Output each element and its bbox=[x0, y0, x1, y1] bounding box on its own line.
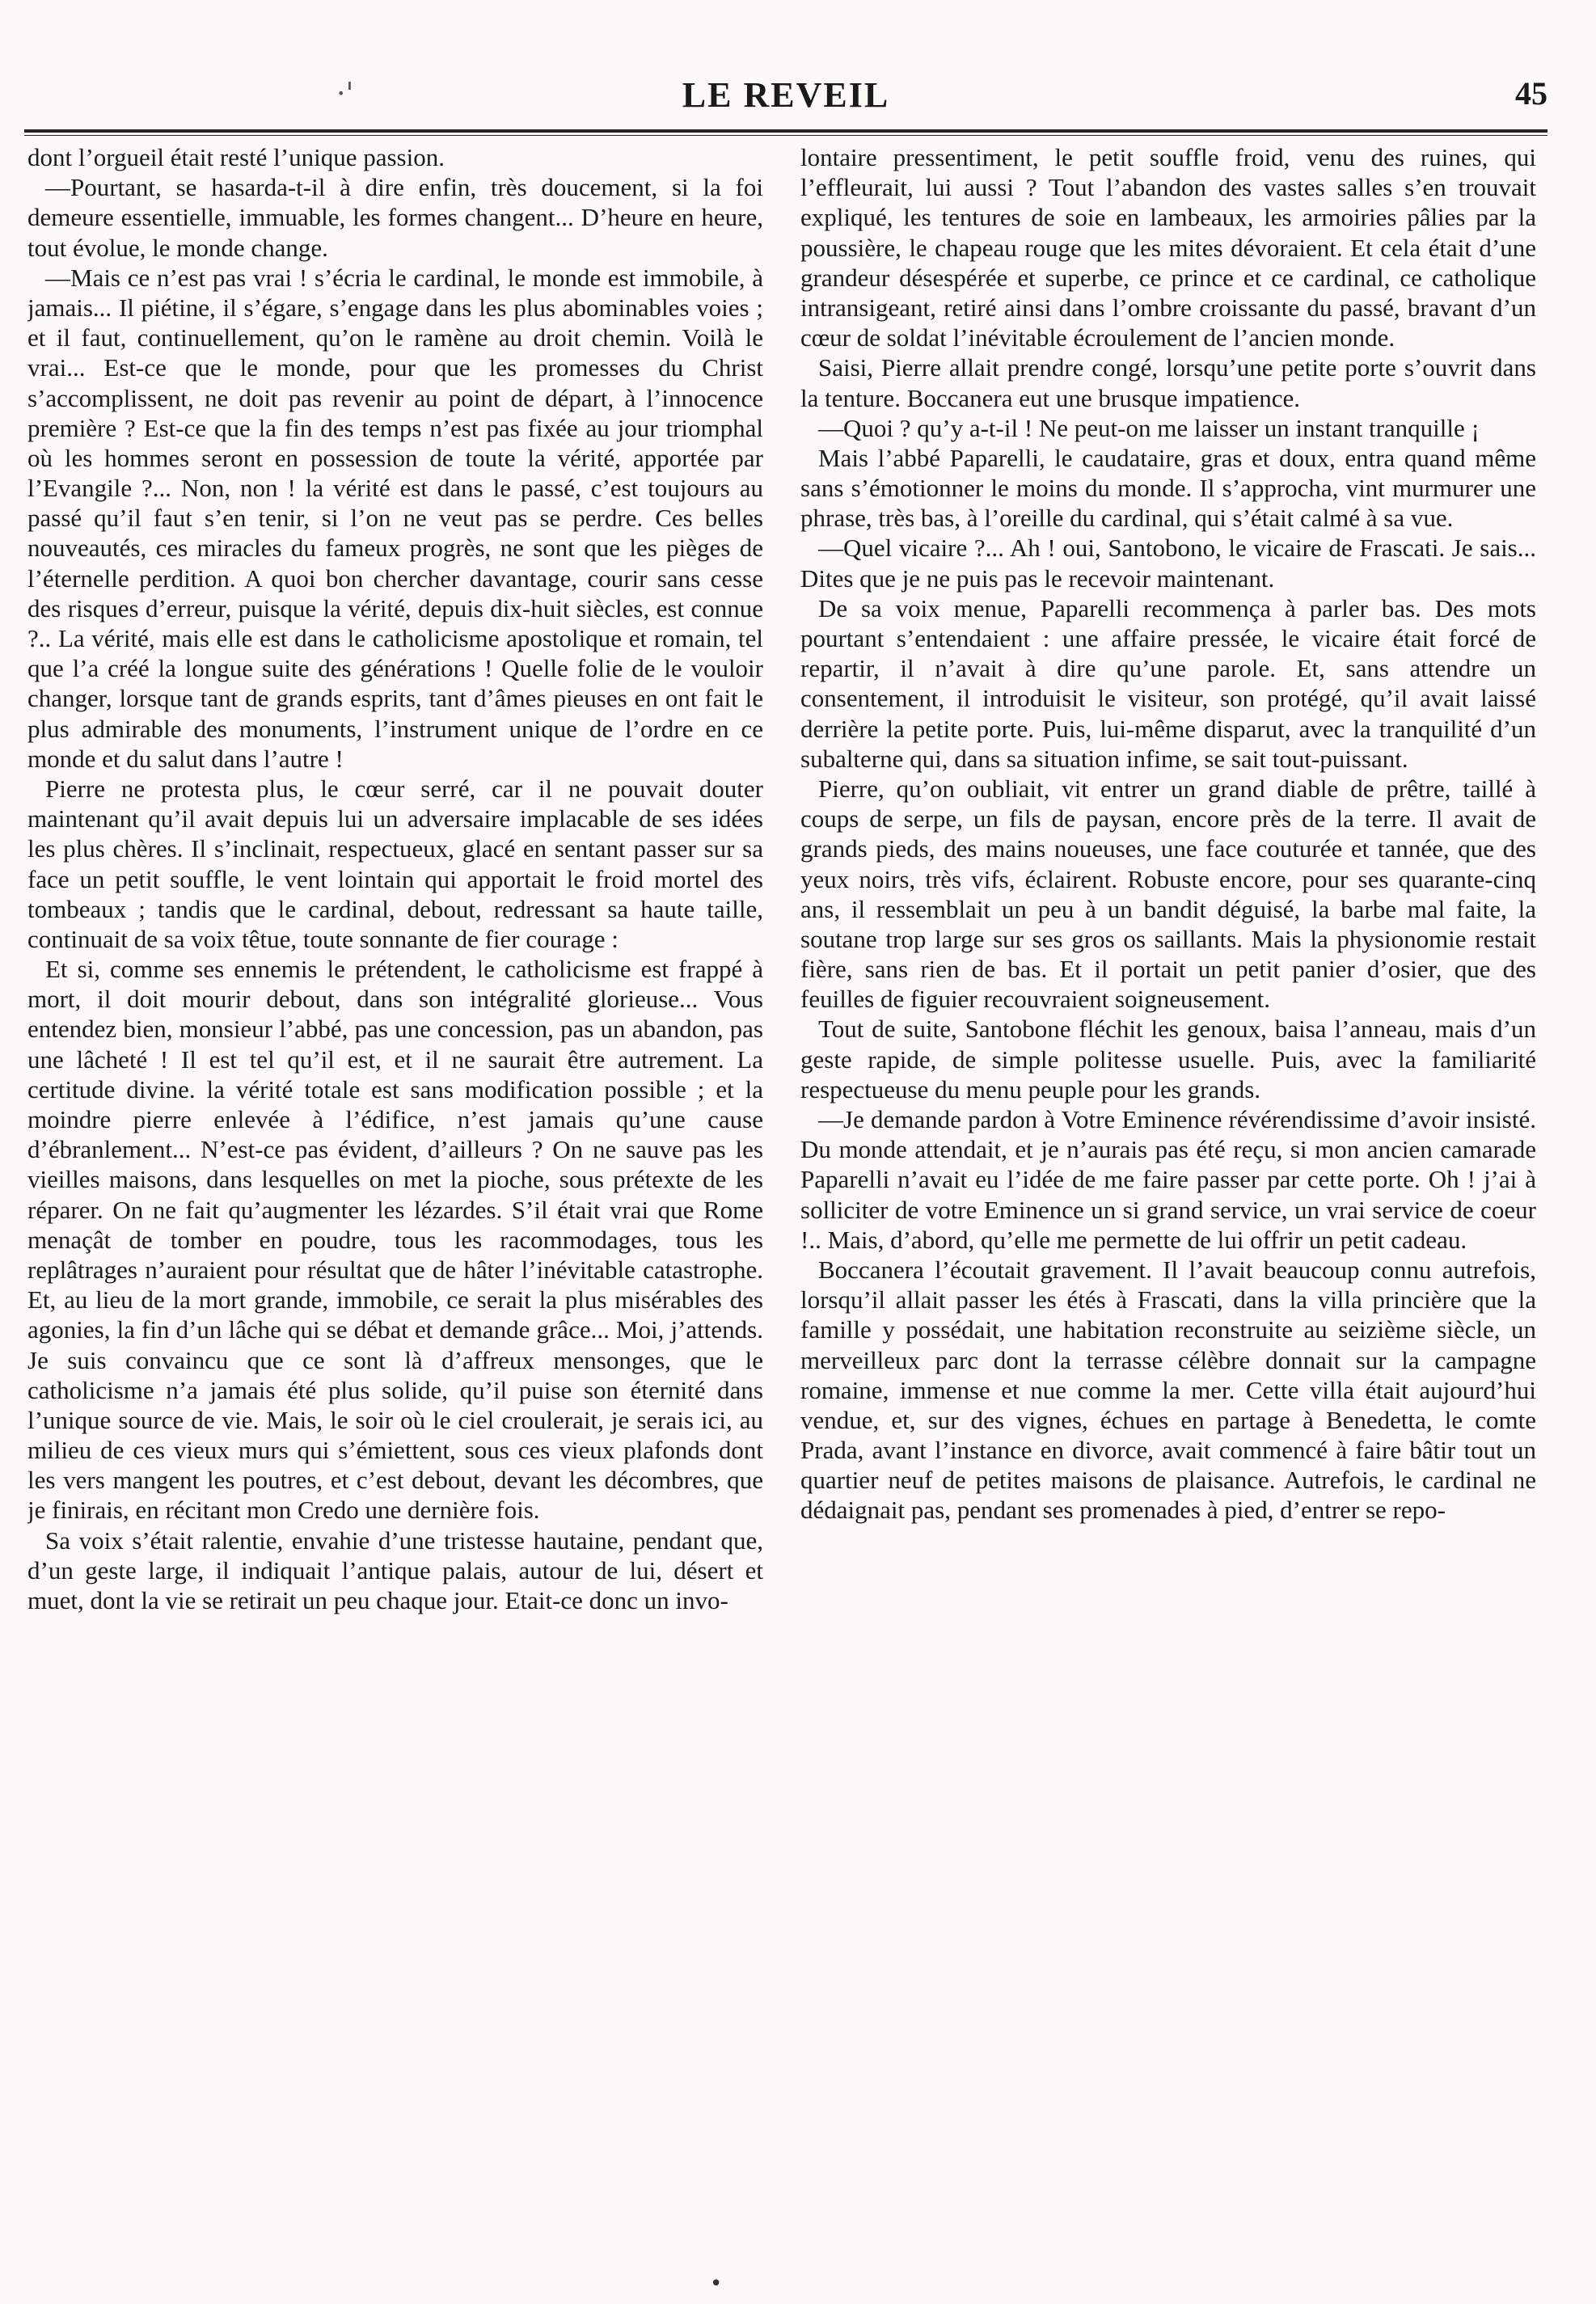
right-column bbox=[800, 142, 1536, 2268]
paragraph: Et si, comme ses ennemis le prétendent, le catholicisme est frappé à mort, il doit mourir debout, dans son intégralité glorieuse... Vous entendez bien, monsieur l’abbé, pas une concession, pas un abandon, pas une lâcheté ! Il est tel qu’il est, et il ne saurait être autrement. La certitude divine. la vérité totale est sans modification possible ; et la moindre pierre enlevée à l’édifice, n’est jamais qu’une cause d’ébranlement... N’est-ce pas évident, d’ailleurs ? On ne sauve pas les vieilles maisons, dans lesquelles on met la pioche, sous prétexte de les réparer. On ne fait qu’augmenter les lézardes. S’il était vrai que Rome menaçât de tomber en poudre, tous les racommodages, tous les replâtrages n’auraient pour résultat que de hâter l’inévitable catastrophe. Et, au lieu de la mort grande, immobile, ce serait la plus misérables des agonies, la fin d’un lâche qui se débat et demande grâce... Moi, j’attends. Je suis convaincu que ce sont là d’affreux mensonges, que le catholicisme n’a jamais été plus solide, qu’il puise son éternité dans l’unique source de vie. Mais, le soir où le ciel croulerait, je serais ici, au milieu de ces vieux murs qui s’émiettent, sous ces vieux plafonds dont les vers mangent les poutres, et c’est debout, devant les décombres, que je finirais, en récitant mon Credo une dernière fois. bbox=[27, 955, 763, 1525]
paragraph: —Je demande pardon à Votre Eminence révérendissime d’avoir insisté. Du monde attendait, et je n’aurais pas été reçu, si mon ancien camarade Paparelli n’avait eu l’idée de me faire passer par cette porte. Oh ! j’ai à solliciter de votre Eminence un si grand service, un vrai service de coeur !.. Mais, d’abord, qu’elle me permette de lui offrir un petit cadeau. bbox=[800, 1105, 1536, 1254]
paragraph: Tout de suite, Santobone fléchit les genoux, baisa l’anneau, mais d’un geste rapide, de simple politesse usuelle. Puis, avec la familiarité respectueuse du menu peuple pour les grands. bbox=[800, 1015, 1536, 1103]
paragraph: —Quel vicaire ?... Ah ! oui, Santobono, le vicaire de Frascati. Je sais... Dites que je ne puis pas le recevoir maintenant. bbox=[800, 534, 1536, 593]
page-number: 45 bbox=[1515, 75, 1547, 112]
header-rule bbox=[24, 129, 1547, 136]
paragraph: dont l’orgueil était resté l’unique passion. bbox=[27, 143, 445, 171]
page-header bbox=[24, 74, 1547, 123]
running-title: LE REVEIL bbox=[682, 75, 890, 115]
paragraph: Boccanera l’écoutait gravement. Il l’avait beaucoup connu autrefois, lorsqu’il allait passer les étés à Frascati, dans la villa princière que la famille y possédait, une habitation reconstruite au seizième siècle, un merveilleux parc dont la terrasse célèbre donnait sur la campagne romaine, immense et nue comme la mer. Cette villa était aujourd’hui vendue, et, sur des vignes, échues en partage à Benedetta, le comte Prada, avant l’instance en divorce, avait commencé à faire bâtir tout un quartier neuf de petites maisons de plaisance. Autrefois, le cardinal ne dédaignait pas, pendant ses promenades à pied, d’entrer se repo- bbox=[800, 1255, 1536, 1525]
paragraph: Pierre ne protesta plus, le cœur serré, car il ne pouvait douter maintenant qu’il avait depuis lui un adversaire implacable de ses idées les plus chères. Il s’inclinait, respectueux, glacé en sentant passer sur sa face un petit souffle, le vent lointain qui apportait le froid mortel des tombeaux ; tandis que le cardinal, debout, redressant sa haute taille, continuait de sa voix têtue, toute sonnante de fier courage : bbox=[27, 774, 763, 953]
paragraph: Mais l’abbé Paparelli, le caudataire, gras et doux, entra quand même sans s’émotionner le moins du monde. Il s’approcha, vint murmurer une phrase, très bas, à l’oreille du cardinal, qui s’était calmé à sa vue. bbox=[800, 443, 1536, 533]
paragraph: De sa voix menue, Paparelli recommença à parler bas. Des mots pourtant s’entendaient : une affaire pressée, le vicaire était forcé de repartir, il n’avait à dire qu’une parole. Et, sans attendre un consentement, il introduisit le visiteur, son protégé, qu’il avait laissé derrière la petite porte. Puis, lui-même disparut, avec la tranquilité d’un subalterne qui, dans sa situation infime, se sait tout-puissant. bbox=[800, 593, 1536, 773]
paragraph: —Pourtant, se hasarda-t-il à dire enfin, très doucement, si la foi demeure essentielle, immuable, les formes changent... D’heure en heure, tout évolue, le monde change. bbox=[27, 173, 763, 262]
footer-mark: • bbox=[710, 2272, 723, 2296]
left-column bbox=[27, 142, 763, 2268]
paragraph: —Mais ce n’est pas vrai ! s’écria le cardinal, le monde est immobile, à jamais... Il piétine, il s’égare, s’engage dans les plus abominables voies ; et il faut, continuellement, qu’on le ramène au droit chemin. Voilà le vrai... Est-ce que le monde, pour que les promesses du Christ s’accomplissent, ne doit pas revenir au point de départ, à l’innocence première ? Est-ce que la fin des temps n’est pas fixée au jour triomphal où les hommes seront en possession de toute la vérité, apportée par l’Evangile ?... Non, non ! la vérité est dans le passé, c’est toujours au passé qu’il faut s’en tenir, si l’on ne veut pas se perdre. Ces belles nouveautés, ces miracles du fameux progrès, ne sont que les pièges de l’éternelle perdition. A quoi bon chercher davantage, courir sans cesse des risques d’erreur, puisque la vérité, depuis dix-huit siècles, est connue ?.. La vérité, mais elle est dans le catholicisme apostolique et romain, tel que l’a créé la longue suite des générations ! Quelle folie de le vouloir changer, lorsque tant de grands esprits, tant d’âmes pieuses en ont fait le plus admirable des monuments, l’instrument unique de l’ordre en ce monde et du salut dans l’autre ! bbox=[27, 263, 763, 773]
paragraph: Sa voix s’était ralentie, envahie d’une tristesse hautaine, pendant que, d’un geste large, il indiquait l’antique palais, autour de lui, désert et muet, dont la vie se retirait un peu chaque jour. Etait-ce donc un invo- bbox=[27, 1525, 763, 1614]
paragraph: —Quoi ? qu’y a-t-il ! Ne peut-on me laisser un instant tranquille ¡ bbox=[818, 413, 1480, 442]
paragraph: lontaire pressentiment, le petit souffle froid, venu des ruines, qui l’effleurait, lui aussi ? Tout l’abandon des vastes salles s’en trouvait expliqué, les tentures de soie en lambeaux, les armoiries pâlies par la poussière, le chapeau rouge que les mites dévoraient. Et cela était d’une grandeur désespérée et superbe, ce prince et ce cardinal, ce catholique intransigeant, retiré ainsi dans l’ombre croissante du passé, bravant d’un cœur de soldat l’inévitable écroulement de l’ancien monde. bbox=[800, 143, 1536, 352]
paragraph: Saisi, Pierre allait prendre congé, lorsqu’une petite porte s’ouvrit dans la tenture. Boccanera eut une brusque impatience. bbox=[800, 353, 1536, 412]
header-mark: ·' bbox=[336, 78, 354, 111]
paragraph: Pierre, qu’on oubliait, vit entrer un grand diable de prêtre, taillé à coups de serpe, un fils de paysan, encore près de la terre. Il avait de grands pieds, des mains noueuses, une face couturée et tannée, que des yeux noirs, très vifs, éclairent. Robuste encore, pour ses quarante-cinq ans, il ressemblait un peu à un bandit déguisé, la barbe mal faite, la soutane trop large sur ses gros os saillants. Mais la physionomie restait fière, sans rien de bas. Et il portait un petit panier d’osier, que des feuilles de figuier recouvraient soigneusement. bbox=[800, 774, 1536, 1014]
